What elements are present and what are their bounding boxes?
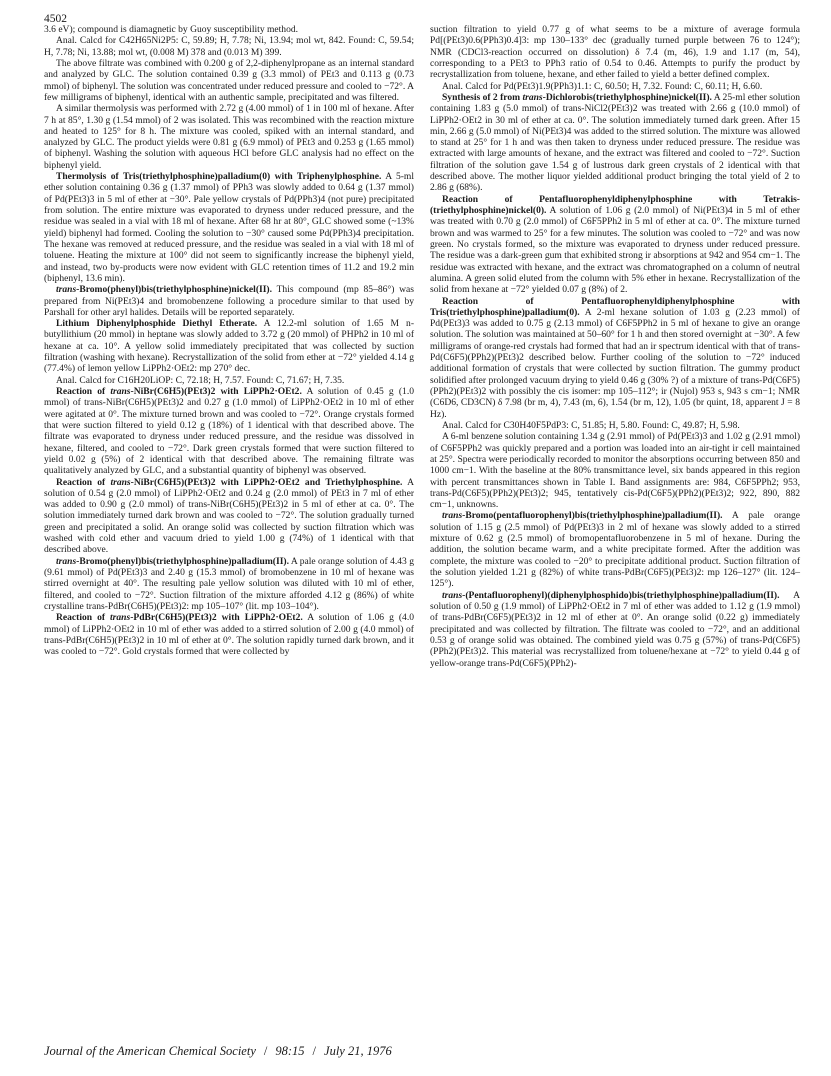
paragraph [44, 103, 414, 171]
paragraph [44, 477, 414, 556]
section-heading: -Bromo(phenyl)bis(triethylphosphine)nickel(II). [76, 284, 272, 296]
paragraph-text: A pale orange solution of 1.15 g (2.5 mmol) of Pd(PEt3)3 in 2 ml of hexane was slowly added to a stirred mixture of 0.62 g (2.5 mmol) of bromopentafluorobenzene in 5 ml of hexane. During the addition, the solution became warm, and a white precipitate formed. After the addition was complete, the mixture was cooled to −20° to precipitate additional product. Suction filtration of the solution yielded 1.21 g (82%) of white trans-PdBr(C6F5)(PEt3)2: mp 126–127° (lit. 124–125°). [430, 510, 800, 590]
paragraph [430, 194, 800, 296]
paragraph-text: suction filtration to yield 0.77 g of what seems to be a mixture of average formula Pd[(PEt3)0.6(PPh3)0.4]3: mp 130–133° dec (gradually turned purple between 76 to 124°); NMR (CDCl3-reaction occurred on dissolution) δ 7.4 (m, 46), 1.9 and 1.17 (m, 54), corresponding to a PEt3 to PPh3 ratio of 0.54 to 0.46. Attempts to purify the product by recrystallization from toluene, hexane, and ether failed to yield a better defined complex. [430, 24, 800, 81]
paragraph [430, 24, 800, 81]
paragraph-text: A solution of 0.50 g (1.9 mmol) of LiPPh2·OEt2 in 7 ml of ether was added to 1.12 g (1.9 mmol) of trans-PdBr(C6F5)(PEt3)2 in 12 ml of ether at 0°. An orange solid (0.22 g) immediately precipitated and was collected by filtration. The filtrate was cooled to −72°, and an additional 0.53 g of orange solid was obtained. The combined yield was 0.75 g (57%) of trans-Pd(C6F5)(PPh2)(PEt3)2. This material was recrystallized from toluene/hexane at −72° to yield 0.44 g of yellow-orange trans-Pd(C6F5)(PPh2)- [430, 589, 800, 669]
right-column [430, 24, 800, 669]
paragraph-text: Anal. Calcd for C30H40F5PdP3: C, 51.85; H, 5.80. Found: C, 49.87; H, 5.98. [442, 419, 740, 431]
paragraph [44, 318, 414, 375]
publication-date: July 21, 1976 [324, 1044, 392, 1058]
section-heading: -NiBr(C6H5)(PEt3)2 with LiPPh2·OEt2. [130, 386, 302, 397]
section-heading: -NiBr(C6H5)(PEt3)2 with LiPPh2·OEt2 and Triethylphosphine. [130, 476, 403, 488]
section-heading-italic: trans [522, 91, 543, 103]
paragraph [44, 58, 414, 103]
paragraph [430, 92, 800, 194]
paragraph [44, 375, 414, 386]
paragraph-text: This compound (mp 85–86°) was prepared from Ni(PEt3)4 and bromobenzene following a procedure similar to that used by Parshall for other aryl halides. Details will be reported separately. [44, 284, 414, 318]
paragraph [44, 284, 414, 318]
section-heading: Synthesis of 2 from [442, 91, 523, 103]
paragraph-text: A solution of 0.54 g (2.0 mmol) of LiPPh2·OEt2 and 0.24 g (2.0 mmol) of PEt3 in 7 ml of ether was added to 0.90 g (2.0 mmol) of trans-NiBr(C6H5)(PEt3)2 in 5 ml of ether at ca. 0°. The solution immediately turned dark brown and was cooled to −72°. The solution gradually turned green and precipitated a solid. An orange solid was collected by suction filtration which was washed with cold ether and vacuum dried to yield 1.00 g (74%) of 1 identical with that described above. [44, 476, 414, 556]
paragraph-text: A 5-ml ether solution containing 0.36 g (1.37 mmol) of PPh3 was slowly added to 0.64 g (1.37 mmol) of Pd(PEt3)3 in 5 ml of ether at −30°. Pale yellow crystals of Pd(PPh3)4 (not pure) precipitated from solution. The entire mixture was evaporated to dryness under reduced pressure, and the residue was sealed in a vial with 18 ml of hexane. After 68 hr at 80°, GLC showed some (~13% yield) biphenyl had formed. Cooling the solution to −30° caused some Pd(PPh3)4 precipitation. The hexane was removed at reduced pressure, and the residue was sealed in a vial with 18 ml of toluene. Heating the mixture at 100° did not seem to significantly increase the biphenyl yield, and instead, two by-products were now evident with GLC retention times of 11.2 and 19.2 min (biphenyl, 13.6 min). [44, 171, 414, 284]
footer-separator: / [263, 1044, 268, 1058]
paragraph [430, 590, 800, 669]
section-heading: Reaction of [56, 476, 111, 488]
paragraph-text: A solution of 0.45 g (1.0 mmol) of trans-NiBr(C6H5)(PEt3)2 and 0.27 g (1.0 mmol) of LiPPh2·OEt2 in 10 ml of ether were agitated at 0°. The mixture turned brown and was cooled to −72°. Orange crystals formed that were suction filtered to yield 0.12 g (18%) of 1 identical with that described above. The filtrate was evaporated to dryness under reduced pressure, and the residue was dissolved in hexane, filtered, and cooled to −72°. Dark green crystals formed that were suction filtered to yield 0.02 g (5%) of 2 identical with that described above. The remaining filtrate was qualitatively analyzed by GLC, and a substantial quantity of biphenyl was observed. [44, 386, 414, 477]
paragraph [430, 81, 800, 92]
paragraph [430, 420, 800, 431]
volume-issue: 98:15 [275, 1044, 305, 1058]
section-heading-italic: trans [442, 510, 463, 522]
paragraph-text: A 2-ml hexane solution of 1.03 g (2.23 mmol) of Pd(PEt3)3 was added to 0.75 g (2.13 mmol) of C6F5PPh2 in 5 ml of hexane to give an orange solution. The solution was maintained at 50–60° for 1 h and then stored overnight at −30°. A few milligrams of orange-red crystals had formed that had an ir spectrum identical with that of trans-Pd(C6F5)(PPh2)(PEt3)2 described below. Further cooling of the solution to −72° induced additional formation of crystals that were collected by suction filtration. The gummy product solidified after prolonged vacuum drying to yield 0.46 g (30% ?) of a mixture of trans-Pd(C6F5)(PPh2)(PEt3)2 with possibly the cis isomer: mp 105–112°; ir (Nujol) 953 s, 943 s cm−1; NMR (C6D6, CD3CN) δ 7.98 (br m, 4), 7.43 (m, 6), 1.54 (br m, 12), 1.05 (br quint, 18, apparent J = 8 Hz). [430, 306, 800, 420]
paragraph [430, 296, 800, 420]
paragraph-text: Anal. Calcd for Pd(PEt3)1.9(PPh3)1.1: C, 60.50; H, 7.32. Found: C, 60.11; H, 6.60. [442, 80, 763, 92]
paragraph [44, 171, 414, 284]
journal-name: Journal of the American Chemical Society [44, 1044, 256, 1058]
paragraph [430, 431, 800, 510]
paragraph-text: A 6-ml benzene solution containing 1.34 g (2.91 mmol) of Pd(PEt3)3 and 1.02 g (2.91 mmol) of C6F5PPh2 was quickly prepared and a portion was loaded into an air-tight ir cell maintained at 25°. Spectra were periodically recorded to monitor the absorptions occurring between 850 and 1000 cm−1. With the baseline at the 80% transmittance level, six bands appeared in this region with percent transmittances shown in Table I. Band assignments are: 984, C6F5PPh2; 953, trans-Pd(C6F5)(PPh2)(PEt3)2; 945, tentatively cis-Pd(C6F5)(PPh2)(PEt3)2; 922, 890, 882 cm−1, unknowns. [430, 431, 800, 511]
paragraph-text: A solution of 1.06 g (4.0 mmol) of LiPPh2·OEt2 in 10 ml of ether was added to a stirred solution of 2.00 g (4.0 mmol) of trans-PdBr(C6H5)(PEt3)2 in 10 ml of ether at 0°. The solution rapidly turned dark brown, and it was cooled to −72°. Gold crystals formed that were collected by [44, 612, 414, 658]
footer-separator: / [312, 1044, 317, 1058]
section-heading: -Bromo(pentafluorophenyl)bis(triethylphosphine)palladium(II). [462, 510, 723, 522]
paragraph-text: A 25-ml ether solution containing 1.83 g (5.0 mmol) of trans-NiCl2(PEt3)2 was treated with 2.66 g (10.0 mmol) of LiPPh2·OEt2 in 30 ml of ether at ca. 0°. The solution immediately turned dark green. After 15 min, 2.66 g (5.0 mmol) of Ni(PEt3)4 was added to the stirred solution. The mixture was allowed to stand at 25° for 1 h and was then taken to dryness under reduced pressure. The residue was extracted with large amounts of hexane, and the extract was filtered and cooled to −72°. Suction filtration of the solution gave 1.54 g of lustrous dark green crystals of 2 identical with that described above. The mother liquor yielded additional product bringing the total yield of 2 to 2.86 g (68%). [430, 91, 800, 194]
section-heading: Reaction of Pentafluorophenyldiphenylphosphine with Tetrakis-(triethylphosphine)nickel(0). [430, 193, 800, 216]
paragraph [44, 612, 414, 657]
paragraph-text: A 12.2-ml solution of 1.65 M n-butyllithium (20 mmol) in heptane was slowly added to 3.72 g (20 mmol) of PHPh2 in 10 ml of hexane at ca. 10°. A yellow solid immediately precipitated that was collected by suction filtration (washing with hexane). Recrystallization of the solid from ether at −72° yielded 4.14 g (77.4%) of lemon yellow LiPPh2·OEt2: mp 270° dec. [44, 318, 414, 375]
paragraph-text: The above filtrate was combined with 0.200 g of 2,2-diphenylpropane as an internal standard and analyzed by GLC. The solution contained 0.39 g (3.3 mmol) of PEt3 and 0.113 g (0.73 mmol) of biphenyl. The solution was concentrated under reduced pressure and cooled to −72°. A few milligrams of biphenyl, identical with an authentic sample, precipitated and was filtered. [44, 57, 414, 103]
paragraph-text: 3.6 eV); compound is diamagnetic by Guoy susceptibility method. [44, 24, 299, 35]
section-heading: Reaction of Pentafluorophenyldiphenylphosphine with Tris(triethylphosphine)palladium(0). [430, 295, 800, 318]
section-heading: Reaction of [56, 612, 111, 624]
page-number: 4502 [44, 13, 67, 25]
section-heading-italic: trans [110, 612, 131, 624]
paragraph-text: Anal. Calcd for C42H65Ni2P5: C, 59.89; H, 7.78; Ni, 13.94; mol wt, 842. Found: C, 59.54; H, 7.78; Ni, 13.88; mol wt, (0.008 M) 378 and (0.013 M) 399. [44, 35, 414, 58]
section-heading-italic: trans [56, 555, 77, 567]
section-heading: -PdBr(C6H5)(PEt3)2 with LiPPh2·OEt2. [130, 612, 303, 624]
section-heading: Lithium Diphenylphosphide Diethyl Etherate. [56, 318, 258, 330]
paragraph [44, 556, 414, 613]
paragraph-text: A solution of 1.06 g (2.0 mmol) of Ni(PEt3)4 in 5 ml of ether was treated with 0.70 g (2.0 mmol) of C6F5PPh2 in 5 ml of ether at ca. 0°. The mixture turned brown and was warmed to 25° for a few minutes. The solution was cooled to −72° and was now green. No crystals formed, so the mixture was evaporated to dryness under reduced pressure. The residue was a dark-green gum that exhibited strong ir absorptions at 942 and 954 cm−1. The residue was extracted with hexane, and the extract was chromatographed on a column of neutral alumina. A green solid eluted from the column with 5% ether in hexane. Recrystallization of the solid from hexane at −72° yielded 0.07 g (8%) of 2. [430, 205, 800, 296]
left-column [44, 24, 414, 658]
journal-footer [44, 1044, 790, 1059]
paragraph-text: A pale orange solution of 4.43 g (9.61 mmol) of Pd(PEt3)3 and 2.40 g (15.3 mmol) of bromobenzene in 10 ml of hexane was stirred overnight at 40°. The resulting pale yellow solution was diluted with 10 ml of ether, filtered, and cooled to −72°. Suction filtration of the mixture afforded 4.12 g (86%) of white crystalline trans-PdBr(C6H5)(PEt3)2: mp 105–107° (lit. mp 103–104°). [44, 555, 414, 612]
section-heading-italic: trans [56, 284, 77, 296]
section-heading: -Dichlorobis(triethylphosphine)nickel(II). [542, 91, 712, 103]
section-heading: -Bromo(phenyl)bis(triethylphosphine)palladium(II). [76, 555, 289, 567]
paragraph [44, 24, 414, 35]
paragraph [430, 510, 800, 589]
section-heading-italic: trans [110, 476, 131, 488]
section-heading: Thermolysis of Tris(triethylphosphine)palladium(0) with Triphenylphosphine. [56, 171, 382, 183]
paragraph [44, 386, 414, 477]
section-heading-italic: trans [442, 589, 463, 601]
section-heading: -(Pentafluorophenyl)(diphenylphosphido)bis(triethylphosphine)palladium(II). [462, 589, 780, 601]
section-heading-italic: trans [110, 386, 131, 397]
section-heading: Reaction of [56, 386, 111, 397]
paragraph-text: A similar thermolysis was performed with 2.72 g (4.00 mmol) of 1 in 100 ml of hexane. After 7 h at 85°, 1.30 g (1.54 mmol) of 2 was isolated. This was recombined with the reaction mixture and heated to 125° for 8 h. The mixture was cooled, spiked with an internal standard, and analyzed by GLC. The product yields were 0.81 g (6.9 mmol) of PEt3 and 0.253 g (1.65 mmol) of biphenyl. Washing the solution with aqueous HCl before GLC analysis had no effect on the biphenyl yield. [44, 103, 414, 171]
paragraph-text: Anal. Calcd for C16H20LiOP: C, 72.18; H, 7.57. Found: C, 71.67; H, 7.35. [56, 374, 345, 386]
paragraph [44, 35, 414, 58]
